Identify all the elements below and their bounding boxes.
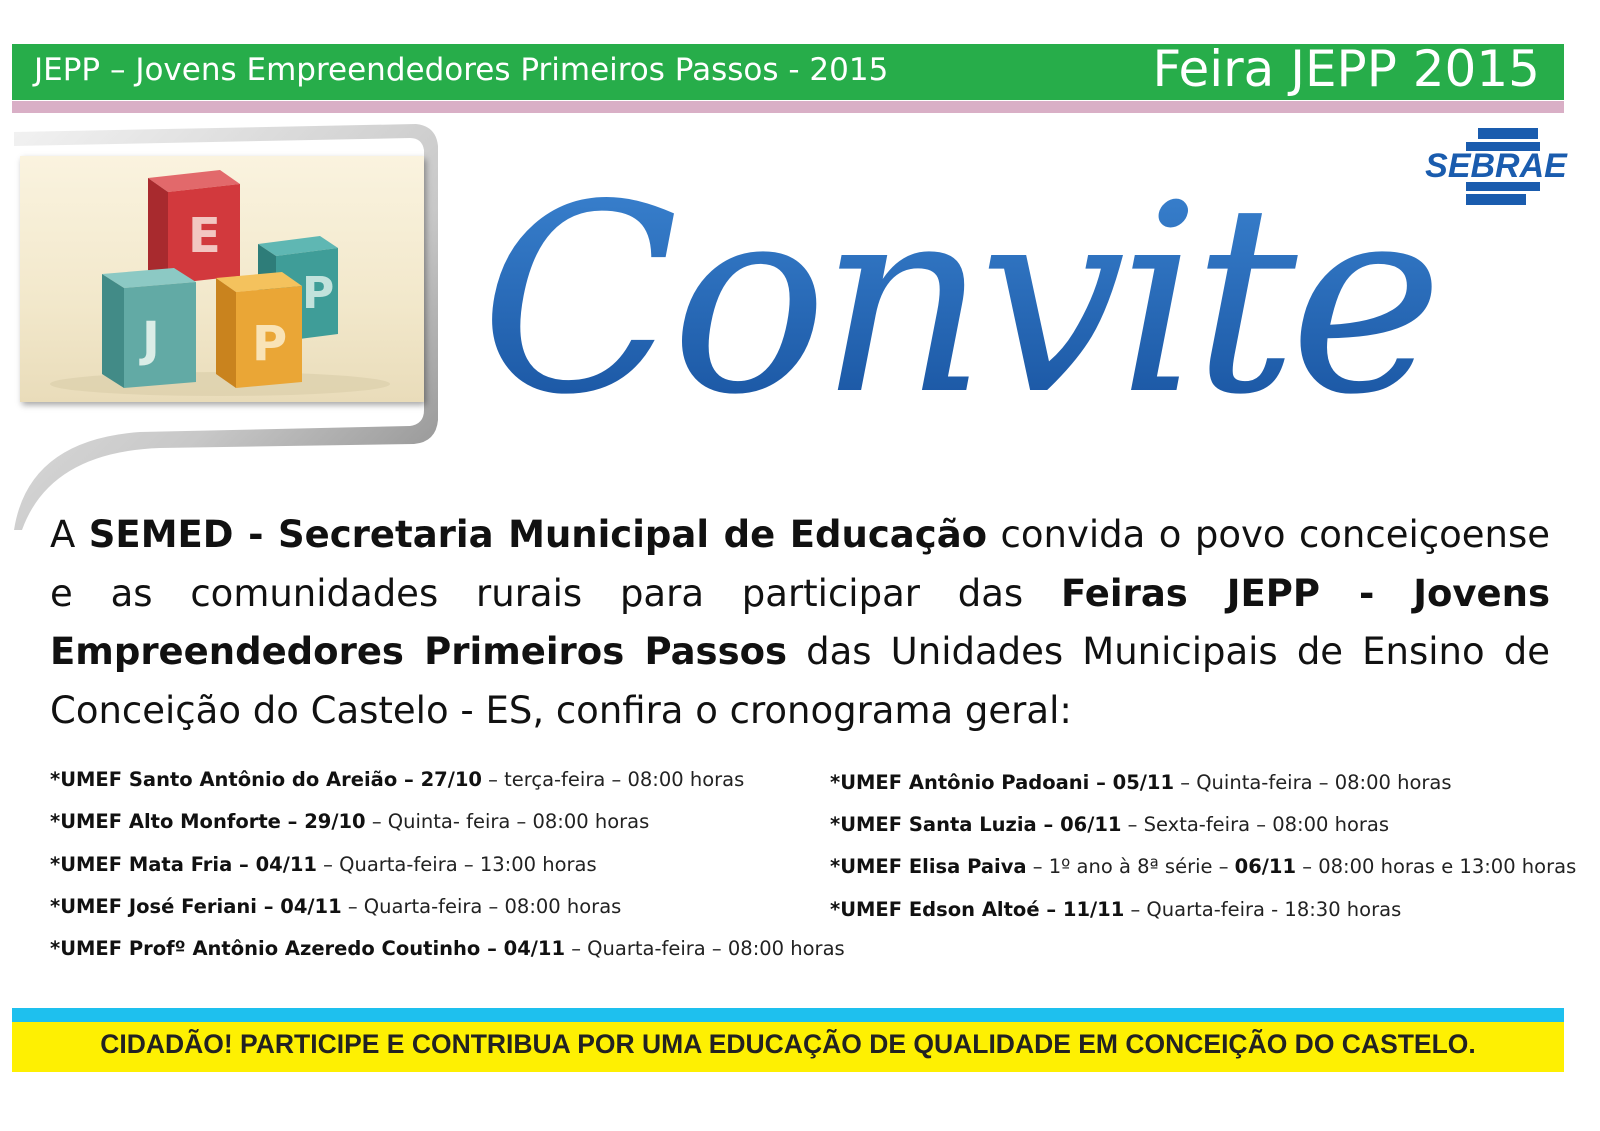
- jepp-blocks-photo: [20, 156, 424, 402]
- schedule-item: *UMEF Profº Antônio Azeredo Coutinho – 04/11 – Quarta-feira – 08:00 horas: [50, 937, 845, 960]
- intro-text-3: das Unidades Municipais de Ensino de Conceição do Castelo - ES, confira o cronograma geral:: [50, 630, 1550, 732]
- block-p-orange: [216, 272, 302, 388]
- block-letter-e: E: [188, 208, 221, 264]
- intro-bold-semed: SEMED - Secretaria Municipal de Educação: [88, 513, 988, 556]
- schedule-item: *UMEF Santo Antônio do Areião – 27/10 – terça-feira – 08:00 horas: [50, 768, 745, 791]
- sebrae-logo: [1418, 124, 1576, 214]
- schedule-item: *UMEF Antônio Padoani – 05/11 – Quinta-feira – 08:00 horas: [830, 771, 1452, 794]
- footer-call-to-action: CIDADÃO! PARTICIPE E CONTRIBUA POR UMA EDUCAÇÃO DE QUALIDADE EM CONCEIÇÃO DO CASTELO.: [100, 1029, 1476, 1059]
- block-e-red: [148, 170, 240, 284]
- schedule-item: *UMEF Edson Altoé – 11/11 – Quarta-feira - 18:30 horas: [830, 898, 1402, 921]
- intro-bold-feiras: Feiras JEPP - Jovens Empreendedores Primeiros Passos: [50, 571, 1550, 673]
- header-left-title: JEPP – Jovens Empreendedores Primeiros Passos - 2015: [34, 52, 889, 88]
- block-letter-j: J: [142, 312, 160, 368]
- intro-text-2: convida o povo conceiçoense e as comunidades rurais para participar das: [50, 513, 1550, 615]
- footer-cyan-stripe: [12, 1008, 1564, 1022]
- header-right-title: Feira JEPP 2015: [1152, 40, 1540, 98]
- intro-text-1: A: [50, 513, 89, 556]
- block-letter-p-teal: P: [302, 268, 335, 319]
- schedule-item: *UMEF Elisa Paiva – 1º ano à 8ª série – 06/11 – 08:00 horas e 13:00 horas: [830, 855, 1577, 878]
- headline-convite: [470, 140, 1436, 452]
- intro-paragraph: [50, 506, 1550, 740]
- schedule-item: *UMEF Mata Fria – 04/11 – Quarta-feira – 13:00 horas: [50, 853, 597, 876]
- schedule-item: *UMEF José Feriani – 04/11 – Quarta-feira – 08:00 horas: [50, 895, 622, 918]
- schedule-item: *UMEF Alto Monforte – 29/10 – Quinta- feira – 08:00 horas: [50, 810, 650, 833]
- header-divider: [12, 101, 1564, 113]
- headline-convite-text: Convite: [480, 150, 1436, 452]
- schedule-item: *UMEF Santa Luzia – 06/11 – Sexta-feira – 08:00 horas: [830, 813, 1390, 836]
- block-j-teal: [102, 268, 196, 388]
- sebrae-logo-text: SEBRAE: [1425, 147, 1567, 185]
- block-letter-p-orange: P: [252, 316, 288, 372]
